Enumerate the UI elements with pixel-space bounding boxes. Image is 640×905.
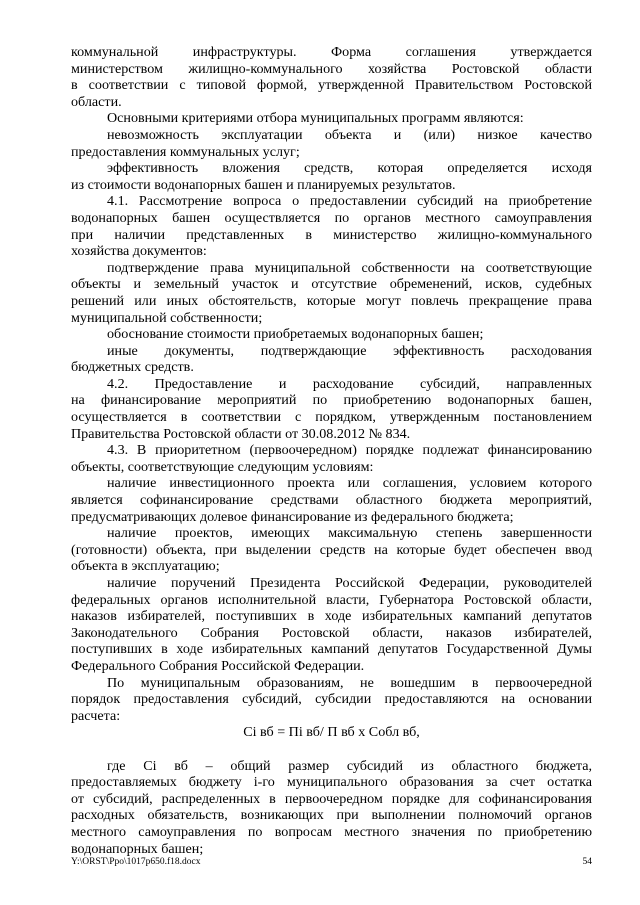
text-line: в соответствии с типовой формой, утвержденной Правительством Ростовской <box>71 77 592 94</box>
text-line: обоснование стоимости приобретаемых водонапорных башен; <box>107 326 484 343</box>
text-line: водонапорных башен осуществляется по органов местного самоуправления <box>71 209 592 226</box>
text-line: наказов избирателей, поступивших в ходе избирательных кампаний депутатов <box>71 608 592 625</box>
text-line: местного самоуправления по вопросам местного значения по приобретению <box>71 823 592 840</box>
text-line: Основными критериями отбора муниципальных программ являются: <box>107 110 524 127</box>
text-line: наличие инвестиционного проекта или соглашения, условием которого <box>107 475 592 492</box>
text-line: расчета: <box>71 707 121 724</box>
text-line: хозяйства документов: <box>71 243 207 260</box>
text-line: предусматривающих долевое финансирование из федерального бюджета; <box>71 508 514 525</box>
text-line: 4.2. Предоставление и расходование субсидий, направленных <box>107 375 592 392</box>
text-line: поступивших в ходе избирательных кампаний депутатов Государственной Думы <box>71 641 592 658</box>
text-line: 4.1. Рассмотрение вопроса о предоставлении субсидий на приобретение <box>107 193 592 210</box>
text-line: при наличии представленных в министерство жилищно-коммунального <box>71 226 592 243</box>
text-line: иные документы, подтверждающие эффективность расходования <box>107 342 592 359</box>
text-line: подтверждение права муниципальной собственности на соответствующие <box>107 259 592 276</box>
text-line: из стоимости водонапорных башен и планируемых результатов. <box>71 176 456 193</box>
document-body <box>71 44 592 857</box>
text-line: на финансирование мероприятий по приобретению водонапорных башен, <box>71 392 592 409</box>
text-line: является софинансирование средствами областного бюджета мероприятий, <box>71 492 592 509</box>
text-line: невозможность эксплуатации объекта и (или) низкое качество <box>107 126 592 143</box>
text-line: муниципальной собственности; <box>71 309 263 326</box>
text-line: министерством жилищно-коммунального хозяйства Ростовской области <box>71 60 592 77</box>
text-line: где Сi вб – общий размер субсидий из областного бюджета, <box>107 757 592 774</box>
text-line: Правительства Ростовской области от 30.08.2012 № 834. <box>71 425 411 442</box>
text-line: коммунальной инфраструктуры. Форма соглашения утверждается <box>71 44 592 60</box>
text-line: предоставления коммунальных услуг; <box>71 143 300 160</box>
text-line: 4.3. В приоритетном (первоочередном) порядке подлежат финансированию <box>107 442 592 459</box>
text-line: (готовности) объекта, при выделении средств на которые будет обеспечен ввод <box>71 541 592 558</box>
text-line: эффективность вложения средств, которая определяется исходя <box>107 160 592 177</box>
text-line: объекты, соответствующие следующим условиям: <box>71 458 374 475</box>
page-number: 54 <box>582 857 592 867</box>
text-line: решений или иных обстоятельств, которые могут повлечь прекращение права <box>71 292 592 309</box>
text-line: Законодательного Собрания Ростовской области, наказов избирателей, <box>71 624 592 641</box>
text-line: водонапорных башен; <box>71 840 204 857</box>
text-line: наличие проектов, имеющих максимальную степень завершенности <box>107 525 592 542</box>
text-line: области. <box>71 93 122 110</box>
text-line: предоставляемых бюджету i-го муниципального образования за счет остатка <box>71 774 592 791</box>
text-line: По муниципальным образованиям, не вошедшим в первоочередной <box>107 674 592 691</box>
text-line: объекты и земельный участок и отсутствие обременений, исков, судебных <box>71 276 592 293</box>
footer-file-path: Y:\ORST\Ppo\1017p650.f18.docx <box>71 857 201 867</box>
text-line: федеральных органов исполнительной власти, Губернатора Ростовской области, <box>71 591 592 608</box>
text-line: порядок предоставления субсидий, субсидии предоставляются на основании <box>71 691 592 708</box>
blank-line <box>71 741 592 758</box>
text-line: бюджетных средств. <box>71 359 194 376</box>
text-line: осуществляется в соответствии с порядком, утвержденным постановлением <box>71 409 592 426</box>
text-line: расходных обязательств, возникающих при выполнении полномочий органов <box>71 807 592 824</box>
text-line: Федерального Собрания Российской Федерации. <box>71 657 365 674</box>
formula-line: Сi вб = Пi вб/ П вб х Собл вб, <box>243 724 420 741</box>
text-line: объекта в эксплуатацию; <box>71 558 220 575</box>
text-line: от субсидий, распределенных в первоочередном порядке для софинансирования <box>71 790 592 807</box>
text-line: наличие поручений Президента Российской Федерации, руководителей <box>107 575 592 591</box>
